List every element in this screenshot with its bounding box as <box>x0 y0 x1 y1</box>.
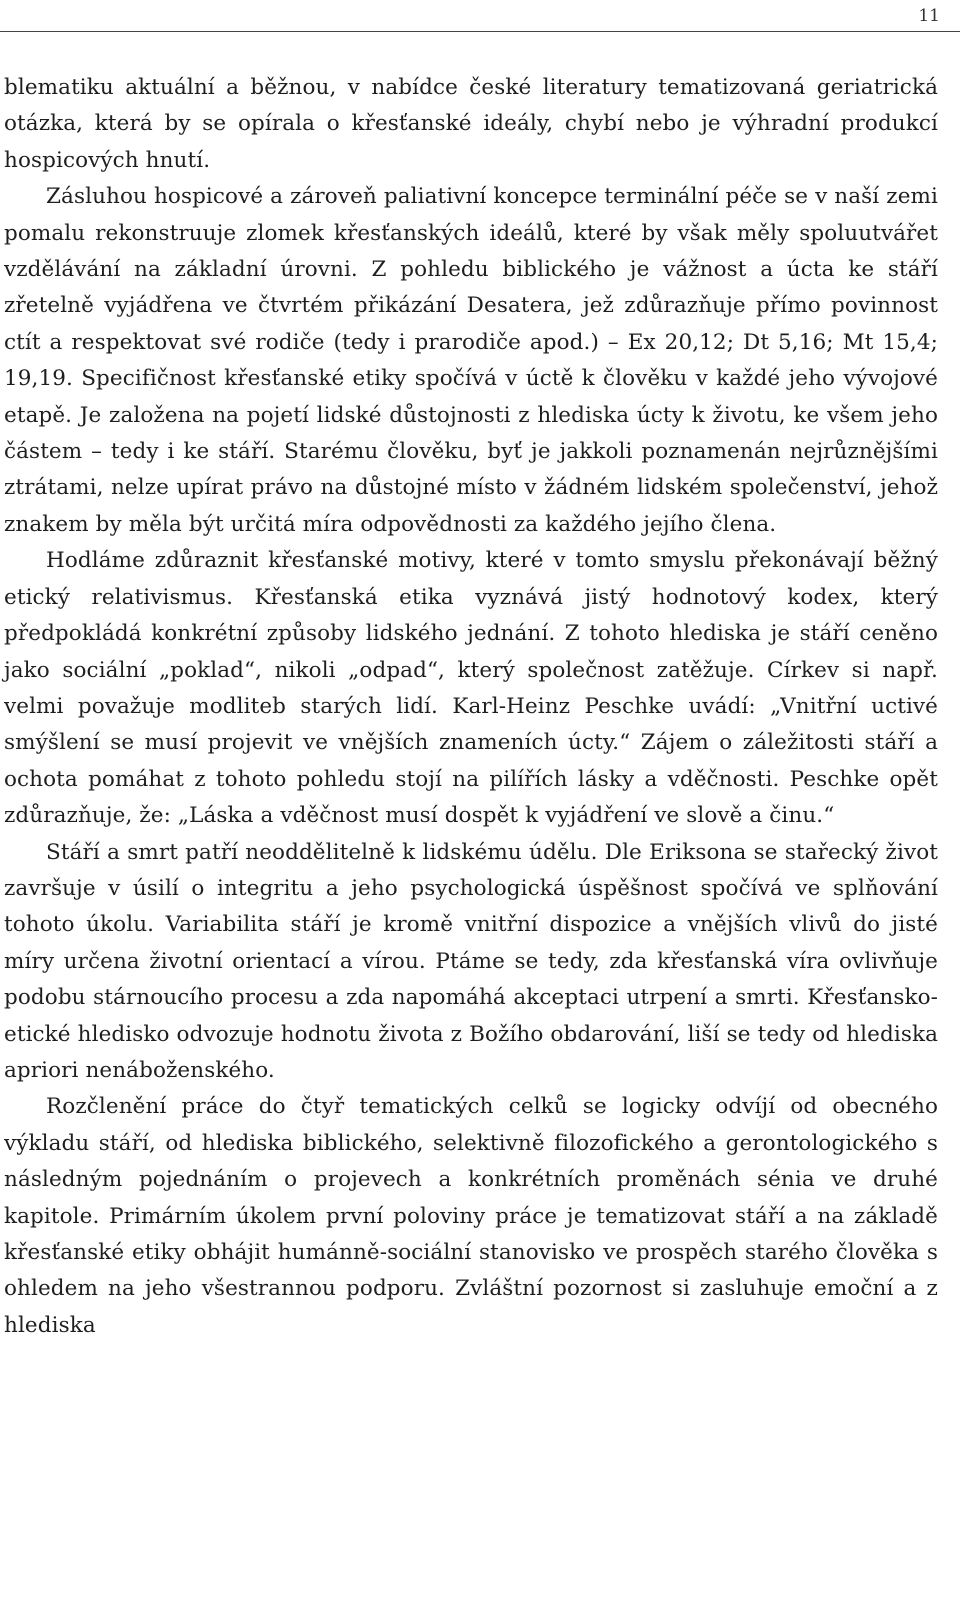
paragraph: Zásluhou hospicové a zároveň paliativní koncepce terminální péče se v naší zemi pomalu rekonstruuje zlomek křesťanských ideálů, které by však měly spoluutvářet vzdělávání na základní úrovni. Z pohledu biblického je vážnost a úcta ke stáří zřetelně vyjádřena ve čtvrtém přikázání Desatera, jež zdůrazňuje přímo povinnost ctít a respektovat své rodiče (tedy i prarodiče apod.) – Ex 20,12; Dt 5,16; Mt 15,4; 19,19. Specifičnost křesťanské etiky spočívá v úctě k člověku v každé jeho vývojové etapě. Je založena na pojetí lidské důstojnosti z hlediska úcty k životu, ke všem jeho částem – tedy i ke stáří. Starému člověku, byť je jakkoli poznamenán nejrůznějšími ztrátami, nelze upírat právo na důstojné místo v žádném lidském společenství, jehož znakem by měla být určitá míra odpovědnosti za každého jejího člena. <box>4 184 938 537</box>
header-rule <box>0 31 960 32</box>
paragraph: Rozčlenění práce do čtyř tematických celků se logicky odvíjí od obecného výkladu stáří, od hlediska biblického, selektivně filozofického a gerontologického s následným pojednáním o projevech a konkrétních proměnách sénia ve druhé kapitole. Primárním úkolem první poloviny práce je tematizovat stáří a na základě křesťanské etiky obhájit humánně-sociální stanovisko ve prospěch starého člověka s ohledem na jeho všestrannou podporu. Zvláštní pozornost si zasluhuje emoční a z hlediska <box>4 1094 938 1338</box>
paragraph: blematiku aktuální a běžnou, v nabídce české literatury tematizovaná geriatrická otázka, která by se opírala o křesťanské ideály, chybí nebo je výhradní produkcí hospicových hnutí. <box>4 75 938 173</box>
paragraph: Stáří a smrt patří neoddělitelně k lidskému údělu. Dle Eriksona se stařecký život završuje v úsilí o integritu a jeho psychologická úspěšnost spočívá ve splňování tohoto úkolu. Variabilita stáří je kromě vnitřní dispozice a vnějších vlivů do jisté míry určena životní orientací a vírou. Ptáme se tedy, zda křesťanská víra ovlivňuje podobu stárnoucího procesu a zda napomáhá akceptaci utrpení a smrti. Křesťansko-etické hledisko odvozuje hodnotu života z Božího obdarování, liší se tedy od hlediska apriori nenáboženského. <box>4 839 938 1083</box>
page-number: 11 <box>918 6 940 26</box>
body-text <box>4 70 938 1344</box>
paragraph: Hodláme zdůraznit křesťanské motivy, které v tomto smyslu překonávají běžný etický relativismus. Křesťanská etika vyznává jistý hodnotový kodex, který předpokládá konkrétní způsoby lidského jednání. Z tohoto hlediska je stáří ceněno jako sociální „poklad“, nikoli „odpad“, který společnost zatěžuje. Církev si např. velmi považuje modliteb starých lidí. Karl-Heinz Peschke uvádí: „Vnitřní uctivé smýšlení se musí projevit ve vnějších znameních úcty.“ Zájem o záležitosti stáří a ochota pomáhat z tohoto pohledu stojí na pilířích lásky a vděčnosti. Peschke opět zdůrazňuje, že: „Láska a vděčnost musí dospět k vyjádření ve slově a činu.“ <box>4 548 938 829</box>
